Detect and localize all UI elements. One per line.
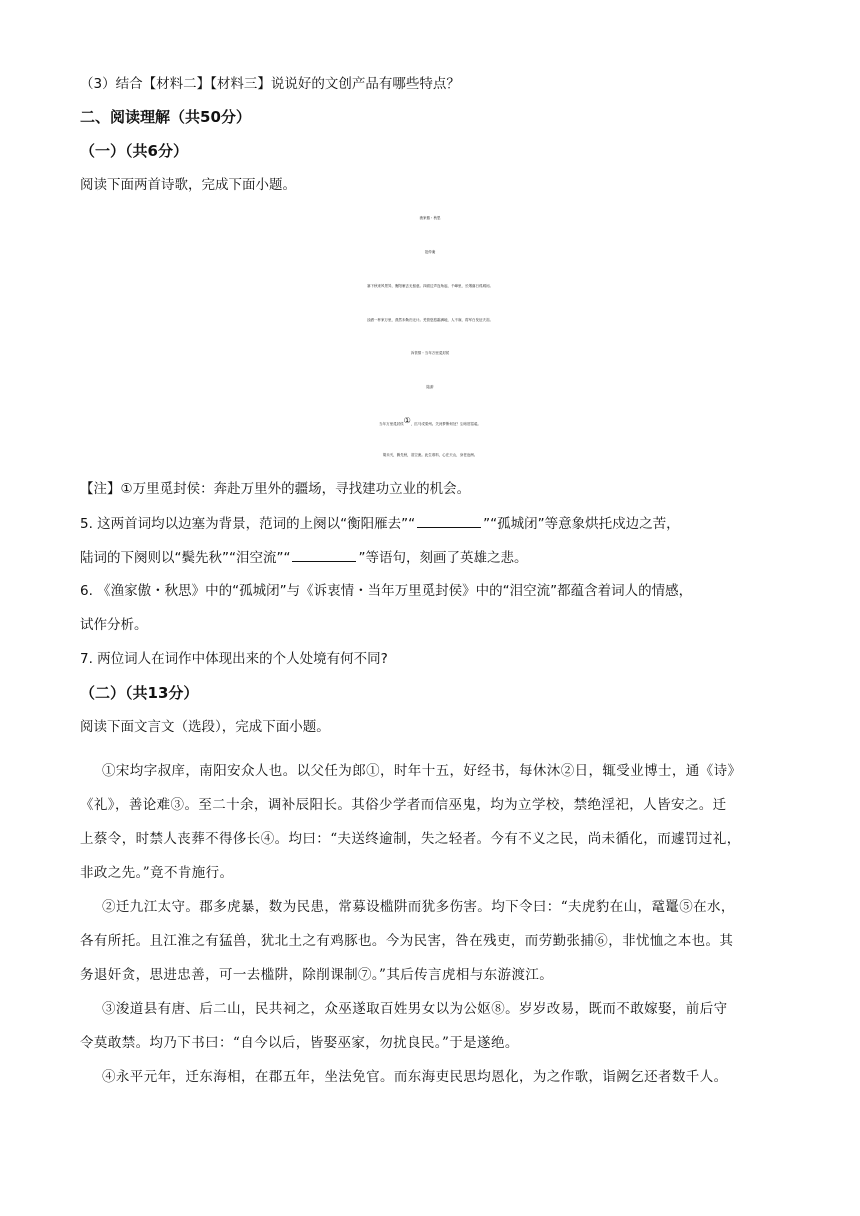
subsection-heading-1: （一）（共6分）	[80, 142, 188, 160]
poem2-line-1-part-a: 当年万里觅封侯	[379, 422, 404, 427]
poem2-title: 诉衷情・当年万里觅封侯	[410, 351, 450, 355]
passage-1-line-1: ①宋均字叔庠，南阳安众人也。以父任为郎①，时年十五，好经书，每休沐②日，辄受业博士，通《诗》	[102, 763, 742, 779]
poem2-line-2: 胡未灭，鬓先秋，泪空流。此生谁料，心在天山，身老沧洲。	[382, 453, 478, 457]
poem1-line-1: 塞下秋来风景异，衡阳雁去无留意。四面边声连角起，千嶂里，长烟落日孤城闭。	[367, 284, 493, 288]
poem1-line-2: 浊酒一杯家万里，燕然未勒归无计。羌管悠悠霜满地，人不寐，将军白发征夫泪。	[367, 318, 493, 322]
subsection-heading-2: （二）（共13分）	[80, 684, 199, 702]
instruction-classical: 阅读下面文言文（选段），完成下面小题。	[80, 719, 330, 735]
poem-note: 【注】①万里觅封侯：奔赴万里外的疆场，寻找建功立业的机会。	[80, 481, 471, 497]
passage-3-line-1: ③浚道县有唐、后二山，民共祠之，众巫遂取百姓男女以为公妪⑧。岁岁改易，既而不敢嫁娶，前后守	[102, 1001, 728, 1017]
footnote-marker: ①	[403, 416, 411, 425]
poem1-title: 渔家傲・秋思	[419, 216, 441, 220]
passage-2-line-2: 各有所托。且江淮之有猛兽，犹北土之有鸡豚也。今为民害，咎在残吏，而劳勤张捕⑥，非忧恤之本也。其	[80, 933, 734, 949]
question-6-line-2: 试作分析。	[80, 617, 148, 633]
question-7: 7. 两位词人在词作中体现出来的个人处境有何不同?	[80, 651, 388, 667]
poem2-line-1	[0, 411, 860, 434]
passage-3-line-2: 令莫敢禁。均乃下书曰：“自今以后，皆娶巫家，勿扰良民。”于是遂绝。	[80, 1035, 519, 1051]
question-6-line-1: 6. 《渔家傲・秋思》中的“孤城闭”与《诉衷情・当年万里觅封侯》中的“泪空流”都蕴含着词人的情感，	[80, 583, 693, 599]
question-5-text-b: ”“孤城闭”等意象烘托戍边之苦，	[483, 516, 680, 532]
question-3: （3）结合【材料二】【材料三】说说好的文创产品有哪些特点？	[80, 76, 460, 92]
passage-2-line-3: 务退奸贪，思进忠善，可一去槛阱，除削课制⑦。”其后传言虎相与东游渡江。	[80, 967, 554, 983]
passage-2-line-1: ②迁九江太守。郡多虎暴，数为民患，常募设槛阱而犹多伤害。均下令曰：“夫虎豹在山，鼋鼍⑤在水，	[102, 899, 735, 915]
answer-blank-2[interactable]	[292, 547, 356, 562]
passage-1-line-3: 上蔡令，时禁人丧葬不得侈长④。均曰：“夫送终逾制，失之轻者。今有不义之民，尚未循化，而遽罚过礼，	[80, 831, 741, 847]
instruction-poems: 阅读下面两首诗歌，完成下面小题。	[80, 177, 296, 193]
passage-1-line-4: 非政之先。”竟不肯施行。	[80, 865, 234, 881]
passage-1-line-2: 《礼》，善论难③。至二十余，调补辰阳长。其俗少学者而信巫鬼，均为立学校，禁绝淫祀，人皆安之。迁	[80, 797, 727, 813]
poem2-line-1-part-b: ，匹马戍梁州。关河梦断何处？尘暗旧貂裘。	[410, 422, 481, 427]
passage-4-line-1: ④永平元年，迁东海相，在郡五年，坐法免官。而东海吏民思均恩化，为之作歌，诣阙乞还者数千人。	[102, 1069, 728, 1085]
question-5-line-1	[80, 513, 680, 534]
question-5-text-a: 5. 这两首词均以边塞为背景，范词的上阕以“衡阳雁去”“	[80, 516, 416, 532]
question-5-line-2	[80, 547, 527, 568]
question-5-text-c: 陆词的下阕则以“鬓先秋”“泪空流”“	[80, 550, 291, 566]
question-5-text-d: ”等语句，刻画了英雄之悲。	[358, 550, 528, 566]
section-heading-reading: 二、阅读理解（共50分）	[80, 108, 251, 126]
poem2-author: 陆游	[426, 385, 434, 389]
answer-blank-1[interactable]	[417, 513, 481, 528]
poem1-author: 范仲淹	[424, 250, 436, 254]
